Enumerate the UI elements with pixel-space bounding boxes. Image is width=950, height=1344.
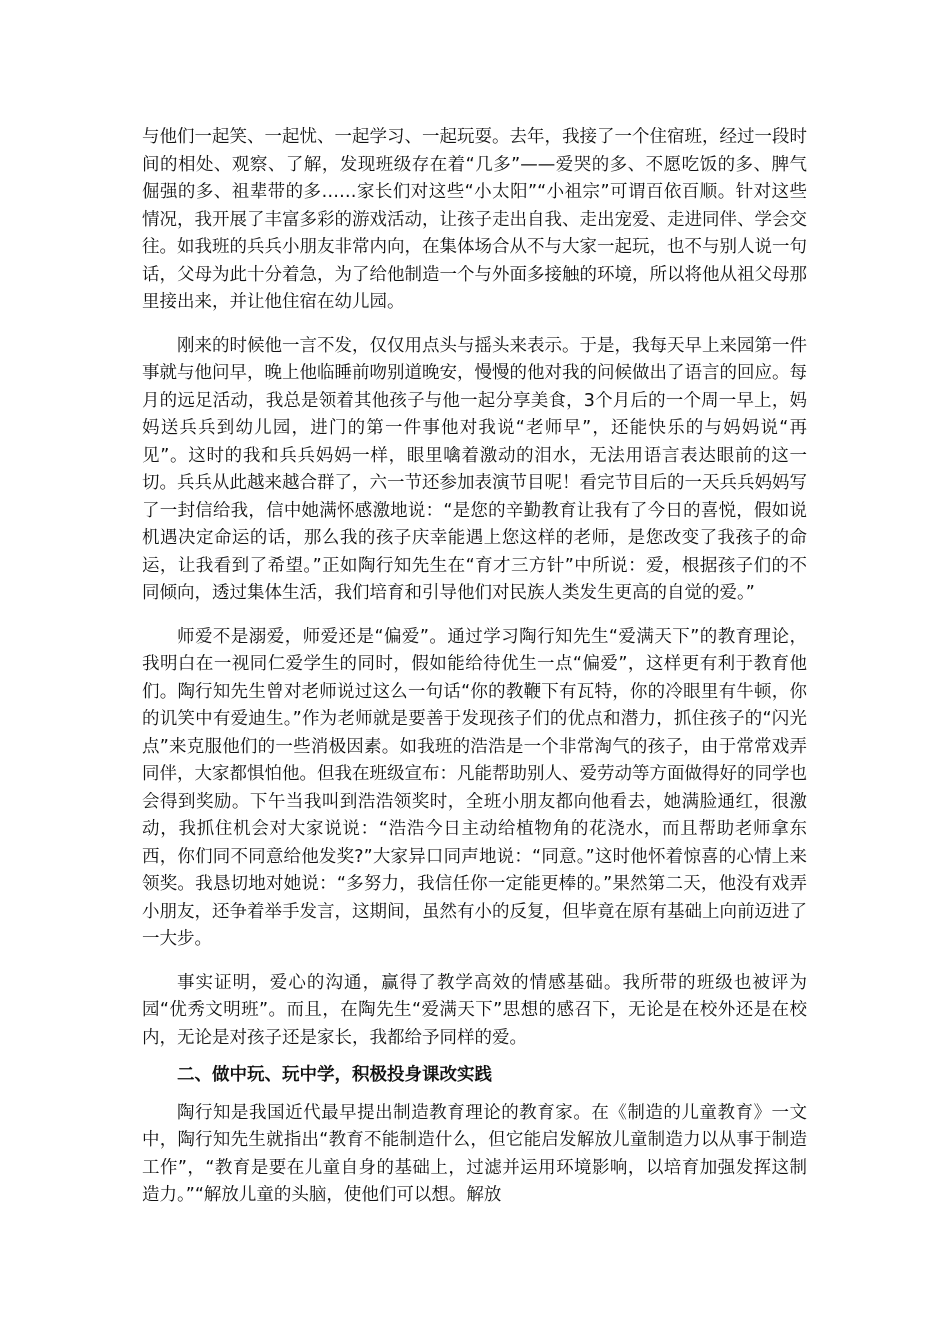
paragraph-creative-education: 陶行知是我国近代最早提出制造教育理论的教育家。在《制造的儿童教育》一文中，陶行知先生就指出“教育不能制造什么，但它能启发解放儿童制造力以从事于制造工作”，“教育是要在儿童自身的基础上，过滤并运用环境影响，以培育加强发挥这制造力。”“解放儿童的头脑，使他们可以想。解放 (142, 1102, 807, 1205)
paragraph-continued: 与他们一起笑、一起忧、一起学习、一起玩耍。去年，我接了一个住宿班，经过一段时间的相处、观察、了解，发现班级存在着“几多”——爱哭的多、不愿吃饭的多、脾气倔强的多、祖辈带的多……家长们对这些“小太阳”“小祖宗”可谓百依百顺。针对这些情况，我开展了丰富多彩的游戏活动，让孩子走出自我、走出宠爱、走进同伴、学会交往。如我班的兵兵小朋友非常内向，在集体场合从不与大家一起玩，也不与别人说一句话，父母为此十分着急，为了给他制造一个与外面多接触的环境，所以将他从祖父母那里接出来，并让他住宿在幼儿园。 (142, 127, 807, 312)
document-body (142, 124, 807, 1226)
paragraph-bingbing-story: 刚来的时候他一言不发，仅仅用点头与摇头来表示。于是，我每天早上来园第一件事就与他问早，晚上他临睡前吻别道晚安，慢慢的他对我的问候做出了语言的回应。每月的远足活动，我总是领着其他孩子与他一起分享美食，3个月后的一个周一早上，妈妈送兵兵到幼儿园，进门的第一件事他对我说“老师早”，还能快乐的与妈妈说“再见”。这时的我和兵兵妈妈一样，眼里噙着激动的泪水，无法用语言表达眼前的这一切。兵兵从此越来越合群了，六一节还参加表演节目呢！看完节目后的一天兵兵妈妈写了一封信给我，信中她满怀感激地说：“是您的辛勤教育让我有了今日的喜悦，假如说机遇决定命运的话，那么我的孩子庆幸能遇上您这样的老师，是您改变了我孩子的命运，让我看到了希望。”正如陶行知先生在“育才三方针”中所说：爱，根据孩子们的不同倾向，透过集体生活，我们培育和引导他们对民族人类发生更高的自觉的爱。” (142, 335, 807, 603)
section-heading: 二、做中玩、玩中学，积极投身课改实践 (177, 1065, 492, 1085)
paragraph-teacher-love: 师爱不是溺爱，师爱还是“偏爱”。通过学习陶行知先生“爱满天下”的教育理论，我明白在一视同仁爱学生的同时，假如能给待优生一点“偏爱”，这样更有利于教育他们。陶行知先生曾对老师说过这么一句话“你的教鞭下有瓦特，你的冷眼里有牛顿，你的讥笑中有爱迪生。”作为老师就是要善于发现孩子们的优点和潜力，抓住孩子的“闪光点”来克服他们的一些消极因素。如我班的浩浩是一个非常淘气的孩子，由于常常戏弄同伴，大家都惧怕他。但我在班级宣布：凡能帮助别人、爱劳动等方面做得好的同学也会得到奖励。下午当我叫到浩浩领奖时，全班小朋友都向他看去，她满脸通红，很激动，我抓住机会对大家说说：“浩浩今日主动给植物角的花浇水，而且帮助老师拿东西，你们同不同意给他发奖?”大家异口同声地说：“同意。”这时他怀着惊喜的心情上来领奖。我恳切地对她说：“多努力，我信任你一定能更棒的。”果然第二天，他没有戏弄小朋友，还争着举手发言，这期间，虽然有小的反复，但毕竟在原有基础上向前迈进了一大步。 (142, 626, 807, 949)
paragraph-conclusion: 事实证明，爱心的沟通，赢得了教学高效的情感基础。我所带的班级也被评为园“优秀文明班”。而且，在陶先生“爱满天下”思想的感召下，无论是在校外还是在校内，无论是对孩子还是家长，我都给予同样的爱。 (142, 972, 807, 1048)
